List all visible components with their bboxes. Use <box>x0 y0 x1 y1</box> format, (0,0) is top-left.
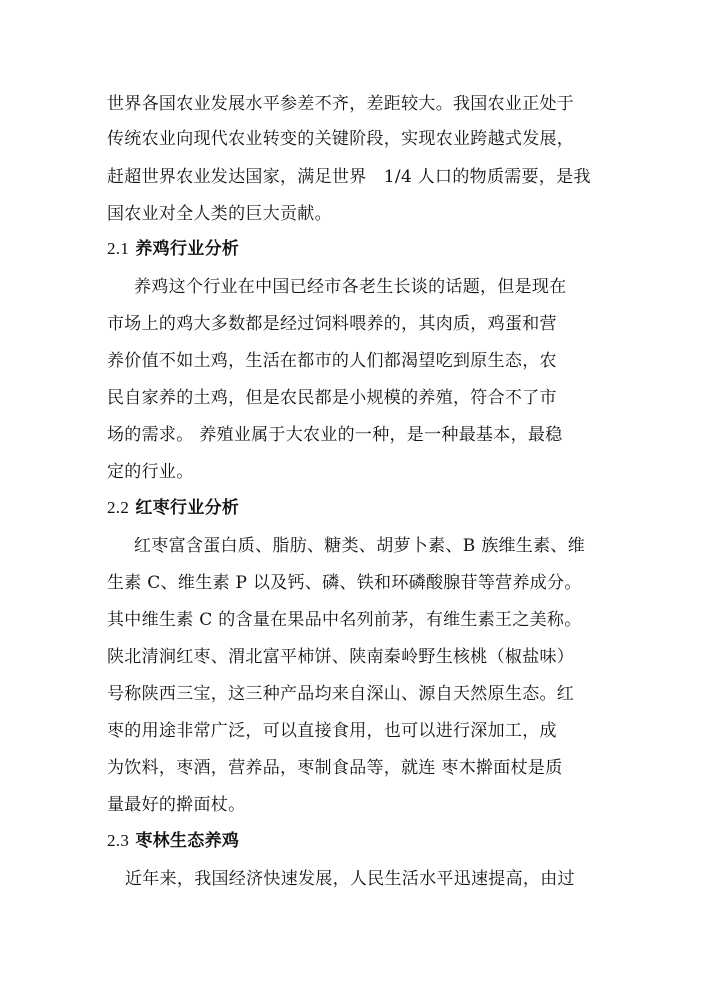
text-line: 枣的用途非常广泛，可以直接食用，也可以进行深加工，成 <box>107 721 557 741</box>
section-heading <box>107 496 239 520</box>
text-line: 量最好的擀面杖。 <box>107 795 246 815</box>
text-line: 其中维生素 C 的含量在果品中名列前茅，有维生素王之美称。 <box>107 610 582 630</box>
section-number: 2.3 <box>107 831 130 850</box>
section-number: 2.2 <box>107 498 130 517</box>
text-line: 近年来，我国经济快速发展，人民生活水平迅速提高，由过 <box>125 869 575 889</box>
text-line: 传统农业向现代农业转变的关键阶段，实现农业跨越式发展， <box>107 129 575 149</box>
text-line: 红枣富含蛋白质、脂肪、糖类、胡萝卜素、B 族维生素、维 <box>134 536 585 556</box>
section-heading <box>107 829 239 853</box>
section-title: 枣林生态养鸡 <box>135 831 240 851</box>
section-title: 养鸡行业分析 <box>135 239 240 259</box>
section-heading <box>107 237 239 261</box>
text-line: 市场上的鸡大多数都是经过饲料喂养的，其肉质，鸡蛋和营 <box>107 314 557 334</box>
section-number: 2.1 <box>107 239 130 258</box>
text-line: 国农业对全人类的巨大贡献。 <box>107 204 332 224</box>
text-line: 赶超世界农业发达国家，满足世界 1/4 人口的物质需要，是我 <box>107 167 591 187</box>
text-line: 陕北清涧红枣、渭北富平柿饼、陕南秦岭野生核桃（椒盐味） <box>107 647 575 667</box>
text-line: 为饮料，枣酒，营养品，枣制食品等，就连 枣木擀面杖是质 <box>107 758 563 778</box>
text-line: 养价值不如土鸡，生活在都市的人们都渴望吃到原生态，农 <box>107 351 557 371</box>
section-title: 红枣行业分析 <box>135 498 240 518</box>
text-line: 养鸡这个行业在中国已经市各老生长谈的话题，但是现在 <box>134 277 567 297</box>
text-line: 生素 C、维生素 P 以及钙、磷、铁和环磷酸腺苷等营养成分。 <box>107 573 582 593</box>
text-line: 号称陕西三宝，这三种产品均来自深山、源自天然原生态。红 <box>107 684 575 704</box>
text-line: 世界各国农业发展水平参差不齐，差距较大。我国农业正处于 <box>107 94 575 114</box>
text-line: 定的行业。 <box>107 462 194 482</box>
text-line: 场的需求。 养殖业属于大农业的一种，是一种最基本，最稳 <box>107 425 563 445</box>
text-line: 民自家养的土鸡，但是农民都是小规模的养殖，符合不了市 <box>107 388 557 408</box>
